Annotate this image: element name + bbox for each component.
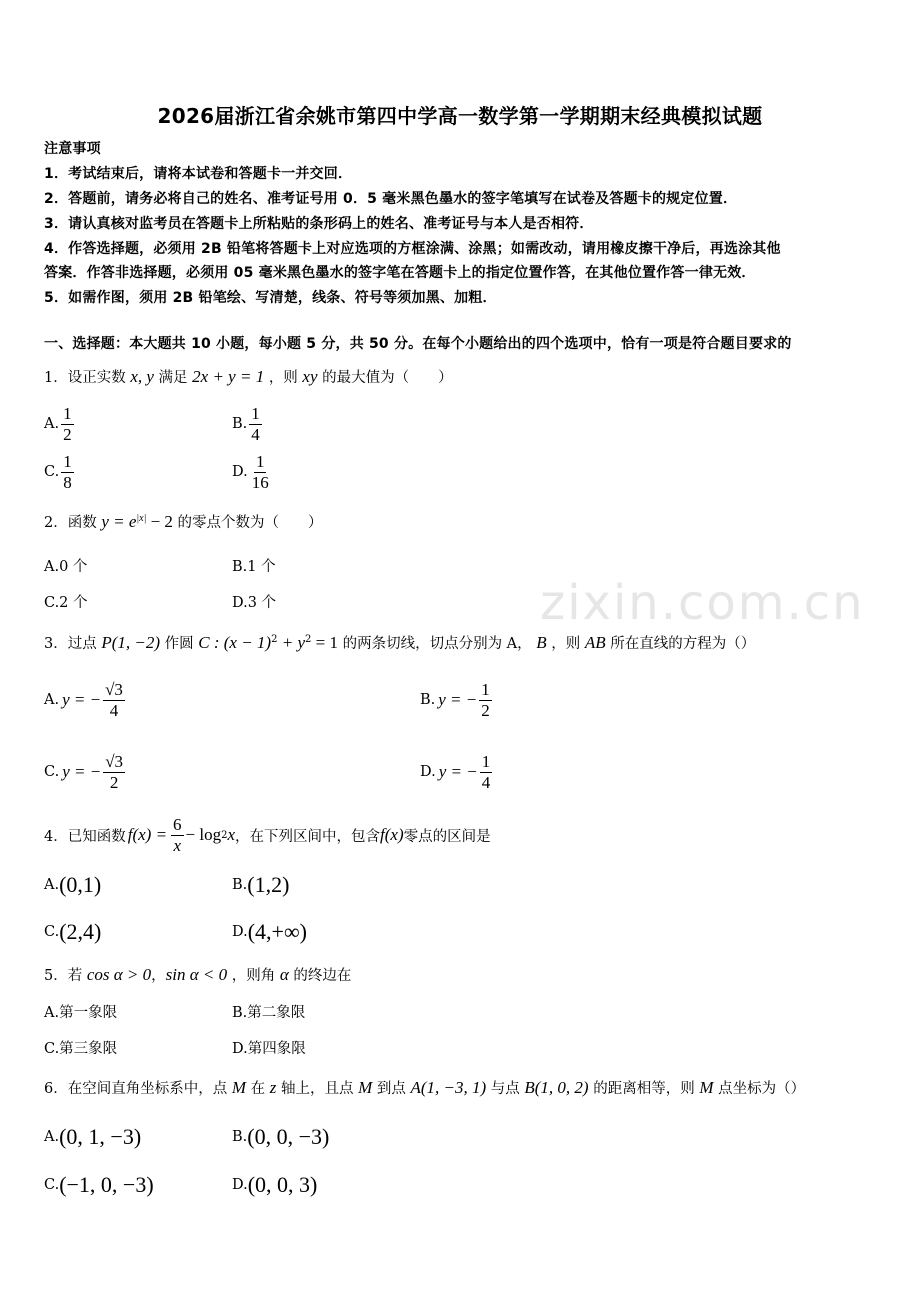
q6-mid5: 的距离相等，则 [593, 1081, 695, 1097]
fraction-denominator: 2 [63, 424, 72, 444]
q6-point-a: A(1, −3, 1) [410, 1078, 487, 1097]
q2-number: 2．函数 [44, 515, 97, 531]
notice-item-5: 5．如需作图，须用 2B 铅笔绘、写清楚，线条、符号等须加黑、加粗． [44, 290, 497, 306]
q5-alpha: α [279, 965, 289, 984]
q3-option-c-fraction [103, 752, 125, 792]
q6-mid: 在 [250, 1081, 266, 1097]
q1-option-c-fraction [61, 452, 74, 492]
q3-square-2: 2 [305, 634, 312, 646]
q1-option-d[interactable] [232, 452, 273, 492]
q2-function: y = e [101, 512, 137, 531]
q2-option-b[interactable]: B.1 个 [232, 559, 276, 575]
q3-option-a-label: A. [44, 692, 60, 709]
q3-option-d-lhs: y = − [438, 762, 478, 782]
fraction-denominator: 4 [251, 424, 260, 444]
q3-option-d-fraction [480, 752, 493, 792]
notice-item-4-cont: 答案．作答非选择题，必须用 05 毫米黑色墨水的签字笔在答题卡上的指定位置作答，在其他位置作答一律无效． [44, 265, 756, 281]
q4-number: 4．已知函数 [44, 828, 126, 845]
q4-option-a[interactable] [44, 872, 101, 898]
fraction-numerator: 1 [481, 752, 491, 771]
q3-circle: C : (x − 1) [198, 633, 272, 652]
question-4 [44, 815, 491, 855]
fraction-numerator: 1 [251, 404, 260, 423]
q3-tail2: ，则 [551, 636, 581, 652]
fraction-denominator: 4 [109, 700, 119, 720]
fraction-denominator: 4 [481, 772, 491, 792]
q4-function: f(x) = [127, 825, 168, 845]
q1-vars: x, y [130, 367, 154, 386]
q3-option-d[interactable] [420, 752, 494, 792]
q1-expr: xy [302, 367, 318, 386]
q3-option-a-lhs: y = − [62, 690, 102, 710]
fraction-numerator: 1 [63, 404, 72, 423]
q6-tail: 点坐标为（） [718, 1081, 806, 1097]
q3-option-a[interactable] [44, 680, 127, 720]
q3-mid: 作圆 [164, 636, 194, 652]
page-title: 2026届浙江省余姚市第四中学高一数学第一学期期末经典模拟试题 [157, 104, 763, 128]
fraction-numerator: √3 [105, 752, 124, 771]
fraction-numerator: 1 [255, 452, 265, 471]
q3-option-a-fraction [103, 680, 125, 720]
q2-option-d[interactable]: D.3 个 [232, 595, 277, 611]
fraction-denominator: 8 [63, 472, 72, 492]
q1-option-d-fraction [250, 452, 271, 492]
q5-cond-cos: cos α > 0 [86, 965, 152, 984]
q5-option-b[interactable]: B.第二象限 [232, 1005, 306, 1021]
q3-tail3: 所在直线的方程为（） [610, 636, 756, 652]
q4-function-ref: f(x) [380, 825, 404, 845]
q4-log-arg: x [227, 825, 236, 845]
q6-axis-z: z [269, 1078, 277, 1097]
q1-option-b[interactable] [232, 404, 264, 444]
q3-option-b-label: B. [420, 692, 436, 709]
fraction-numerator: 1 [63, 452, 72, 471]
q3-option-b-lhs: y = − [438, 690, 478, 710]
q6-number: 6．在空间直角坐标系中，点 [44, 1081, 228, 1097]
q4-option-d-label: D. [232, 924, 248, 940]
q3-eq-one: = 1 [311, 633, 338, 652]
q6-option-c-value: (−1, 0, −3) [59, 1172, 154, 1197]
q2-option-c[interactable]: C.2 个 [44, 595, 88, 611]
q6-option-c-label: C. [44, 1177, 60, 1193]
q3-option-b-fraction [479, 680, 492, 720]
q2-option-a[interactable]: A.0 个 [44, 559, 88, 575]
q3-option-c-label: C. [44, 764, 60, 781]
q4-option-d-value: (4,+∞) [247, 919, 307, 944]
q3-point: P(1, −2) [101, 633, 161, 652]
q4-option-b[interactable] [232, 872, 289, 898]
q3-number: 3．过点 [44, 636, 97, 652]
notice-item-1: 1．考试结束后，请将本试卷和答题卡一并交回． [44, 166, 353, 182]
q6-point-m-3: M [699, 1078, 714, 1097]
q6-mid2: 轴上，且点 [280, 1081, 354, 1097]
q6-point-m-2: M [358, 1078, 373, 1097]
q4-option-c-value: (2,4) [59, 919, 102, 944]
q4-option-a-label: A. [44, 877, 60, 893]
fraction-numerator: 1 [481, 680, 490, 699]
q1-option-b-fraction [249, 404, 262, 444]
q6-mid4: 与点 [490, 1081, 520, 1097]
q2-rest: − 2 [146, 512, 173, 531]
q2-exponent: |x| [136, 513, 147, 525]
q1-option-a-fraction [61, 404, 74, 444]
q3-option-b[interactable] [420, 680, 494, 720]
q5-cond-sin: sin α < 0 [165, 965, 228, 984]
q6-option-a-value: (0, 1, −3) [59, 1124, 142, 1149]
q6-option-d[interactable] [232, 1172, 317, 1198]
q1-equation: 2x + y = 1 [192, 367, 265, 386]
q6-point-b: B(1, 0, 2) [524, 1078, 589, 1097]
q6-mid3: 到点 [376, 1081, 406, 1097]
q5-option-d[interactable]: D.第四象限 [232, 1041, 306, 1057]
q6-option-a[interactable] [44, 1124, 141, 1150]
q3-plus-y: + y [277, 633, 305, 652]
fraction-denominator: 2 [481, 700, 490, 720]
notice-item-3: 3．请认真核对监考员在答题卡上所粘贴的条形码上的姓名、准考证号与本人是否相符． [44, 216, 594, 232]
fraction-denominator: 2 [109, 772, 119, 792]
q6-option-b[interactable] [232, 1124, 329, 1150]
q6-option-d-value: (0, 0, 3) [247, 1172, 318, 1197]
q4-log: − log [185, 825, 222, 845]
q1-option-c-label: C. [44, 464, 60, 481]
q5-option-a[interactable]: A.第一象限 [44, 1005, 118, 1021]
q5-sep: ， [151, 968, 166, 984]
section-heading: 一、选择题：本大题共 10 小题，每小题 5 分，共 50 分。在每个小题给出的四个选项中，恰有一项是符合题目要求的 [44, 336, 792, 352]
q3-tail: 的两条切线，切点分别为 A， [342, 636, 532, 652]
q1-number: 1．设正实数 [44, 370, 126, 386]
fraction-denominator: x [173, 835, 182, 855]
question-2 [44, 511, 323, 532]
q6-point-m: M [231, 1078, 247, 1097]
q6-option-c[interactable] [44, 1172, 154, 1198]
q4-option-c[interactable] [44, 919, 101, 945]
q2-tail: 的零点个数为（ ） [177, 515, 323, 531]
q1-option-a[interactable] [44, 404, 76, 444]
q3-square: 2 [271, 634, 278, 646]
q3-line-ab: AB [584, 633, 606, 652]
q4-mid: ，在下列区间中，包含 [235, 828, 381, 845]
q4-tail: 零点的区间是 [403, 828, 491, 845]
q4-option-b-label: B. [232, 877, 248, 893]
notice-heading: 注意事项 [44, 141, 101, 157]
q4-option-d[interactable] [232, 919, 307, 945]
q1-option-a-label: A. [44, 416, 60, 433]
q1-option-d-label: D. [232, 464, 248, 481]
q6-option-b-value: (0, 0, −3) [247, 1124, 330, 1149]
q5-mid: ，则角 [231, 968, 276, 984]
q1-option-c[interactable] [44, 452, 76, 492]
question-6 [44, 1077, 805, 1098]
q6-option-d-label: D. [232, 1177, 248, 1193]
notice-item-4: 4．作答选择题，必须用 2B 铅笔将答题卡上对应选项的方框涂满、涂黑；如需改动，请用橡皮擦干净后，再选涂其他 [44, 241, 781, 257]
q4-log-base: 2 [221, 829, 228, 841]
question-3 [44, 632, 755, 653]
q4-fraction [171, 815, 184, 855]
q6-option-a-label: A. [44, 1129, 60, 1145]
q4-option-c-label: C. [44, 924, 60, 940]
q1-mid2: ，则 [268, 370, 298, 386]
fraction-denominator: 16 [251, 472, 269, 492]
fraction-numerator: 6 [173, 815, 182, 834]
q3-option-d-label: D. [420, 764, 436, 781]
q3-point-b: B [536, 633, 547, 652]
watermark: zixin.com.cn [540, 575, 865, 631]
q5-tail: 的终边在 [293, 968, 352, 984]
q4-option-a-value: (0,1) [59, 872, 102, 897]
q1-mid: 满足 [158, 370, 188, 386]
q1-option-b-label: B. [232, 416, 248, 433]
q6-option-b-label: B. [232, 1129, 248, 1145]
question-1 [44, 366, 453, 387]
q3-option-c[interactable] [44, 752, 127, 792]
fraction-numerator: √3 [105, 680, 123, 699]
q3-option-c-lhs: y = − [62, 762, 102, 782]
q5-option-c[interactable]: C.第三象限 [44, 1041, 118, 1057]
q1-tail: 的最大值为（ ） [322, 370, 453, 386]
q4-option-b-value: (1,2) [247, 872, 290, 897]
notice-item-2: 2．答题前，请务必将自己的姓名、准考证号用 0．5 毫米黑色墨水的签字笔填写在试卷及答题卡的规定位置． [44, 191, 738, 207]
q5-number: 5．若 [44, 968, 83, 984]
question-5 [44, 964, 351, 985]
